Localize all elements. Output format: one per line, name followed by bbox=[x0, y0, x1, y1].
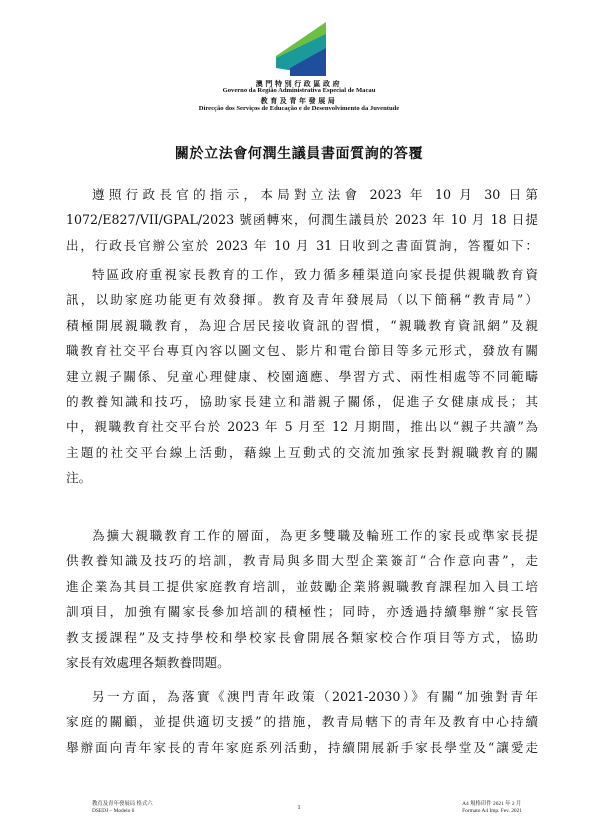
footer-form-code-zh: 教育及青年發展局 格式六 bbox=[92, 801, 153, 807]
text-line: 主題的社交平台線上活動，藉線上互動式的交流加強家長對親職教育的關 bbox=[66, 444, 538, 460]
text-line: 另一方面，為落實《澳門青年政策（2021-2030）》有關“加強對青年 bbox=[92, 689, 538, 704]
text-line: 特區政府重視家長教育的工作，致力循多種渠道向家長提供親職教育資 bbox=[92, 267, 538, 282]
text-line: 舉辦面向青年家長的青年家庭系列活動，持續開展新手家長學堂及“讓愛走 bbox=[66, 739, 538, 755]
paragraph bbox=[66, 182, 538, 258]
org-name-chinese: 澳門特別行政區政府 bbox=[255, 79, 343, 88]
government-logo bbox=[276, 22, 326, 76]
text-line: 教支援課程”及支持學校和學校家長會開展各類家校合作項目等方式，協助 bbox=[66, 629, 538, 645]
paragraph bbox=[66, 523, 538, 675]
org-name-portuguese: Governo da Região Administrativa Especial de Macau bbox=[222, 87, 376, 94]
text-line: 1072/E827/VII/GPAL/2023 號函轉來，何潤生議員於 2023 年 10 月 18 日提 bbox=[66, 212, 538, 228]
document-title: 關於立法會何潤生議員書面質詢的答覆 bbox=[174, 146, 424, 162]
text-line: 積極開展親職教育，為迎合居民接收資訊的習慣，“親職教育資訊網”及親 bbox=[66, 317, 538, 333]
text-line: 訓項目，加強有關家長參加培訓的積極性；同時，亦透過持續舉辦“家長管 bbox=[66, 604, 538, 620]
paragraph bbox=[66, 684, 538, 760]
dept-name-portuguese: Direcção dos Serviços de Educação e de Desenvolvimento da Juventude bbox=[198, 105, 400, 112]
footer-print-format-zh: A4 規格印件 2021 年 2 月 bbox=[462, 801, 522, 807]
text-line: 家長有效處理各類教養問題。 bbox=[66, 655, 230, 671]
paragraph bbox=[66, 262, 538, 491]
text-line: 出，行政長官辦公室於 2023 年 10 月 31 日收到之書面質詢，答覆如下： bbox=[66, 237, 538, 253]
text-line: 為擴大親職教育工作的層面，為更多雙職及輪班工作的家長或準家長提 bbox=[92, 528, 538, 543]
text-line: 中，親職教育社交平台於 2023 年 5 月至 12 月期間，推出以“親子共讀”為 bbox=[66, 419, 538, 435]
dept-name-chinese: 教育及青年發展局 bbox=[260, 96, 338, 105]
text-line: 進企業為其員工提供家庭教育培訓，並鼓勵企業將親職教育課程加入員工培 bbox=[66, 578, 538, 594]
text-line: 家庭的關顧，並提供適切支援”的措施，教青局轄下的青年及教育中心持續 bbox=[66, 714, 538, 730]
footer-print-format bbox=[462, 801, 522, 815]
text-line: 注。 bbox=[66, 470, 92, 486]
footer-form-code-pt: DSEDJ – Modelo 6 bbox=[92, 808, 135, 814]
text-line: 職教育社交平台專頁內容以圖文包、影片和電台節目等多元形式，發放有關 bbox=[66, 343, 538, 359]
text-line: 供教養知識及技巧的培訓，教青局與多間大型企業簽訂“合作意向書”，走 bbox=[66, 553, 538, 569]
footer-print-format-pt: Formato A4 Imp. Fev. 2021 bbox=[462, 808, 522, 814]
text-line: 訊，以助家庭功能更有效發揮。教育及青年發展局（以下簡稱“教青局”） bbox=[66, 292, 538, 308]
text-line: 遵照行政長官的指示，本局對立法會 2023 年 10 月 30 日第 bbox=[92, 187, 538, 202]
page-number: 1 bbox=[297, 804, 301, 811]
text-line: 的教養知識和技巧，協助家長建立和諧親子關係，促進子女健康成長；其 bbox=[66, 394, 538, 410]
text-line: 建立親子關係、兒童心理健康、校園適應、學習方式、兩性相處等不同範疇 bbox=[66, 368, 538, 384]
